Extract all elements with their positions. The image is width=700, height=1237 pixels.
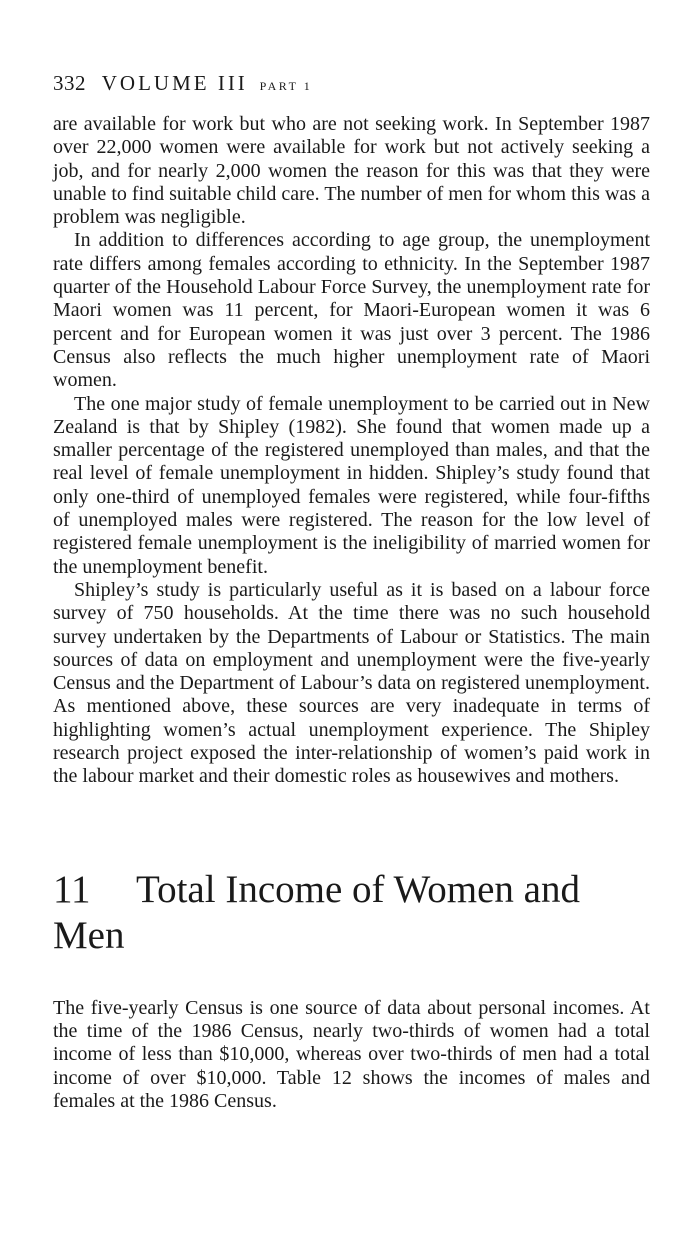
paragraph-census-income: The five-yearly Census is one source of data about personal incomes. At the time of the 1986 Census, nearly two-thirds of women had a total income of less than $10,000, whereas over two-thirds of men had a total income of over $10,000. Table 12 shows the incomes of males and females at the 1986 Census.: [53, 996, 650, 1112]
paragraph-shipley-study: The one major study of female unemployment to be carried out in New Zealand is that by Shipley (1982). She found that women made up a smaller percentage of the registered unemployed than males, and that the real level of female unemployment in hidden. Shipley’s study found that only one-third of unemployed females were registered, while four-fifths of unemployed males were registered. The reason for the low level of registered female unemployment is the ineligibility of married women for the unemployment benefit.: [53, 392, 650, 578]
running-header: [53, 70, 650, 99]
section-number: 11: [53, 867, 91, 911]
paragraph-continuation: are available for work but who are not seeking work. In September 1987 over 22,000 women were available for work but not actively seeking a job, and for nearly 2,000 women the reason for this was that they were unable to find suitable child care. The number of men for whom this was a problem was negligible.: [53, 113, 650, 229]
body-text-before: [53, 113, 650, 789]
paragraph-ethnicity: In addition to differences according to age group, the unemployment rate differs among females according to ethnicity. In the September 1987 quarter of the Household Labour Force Survey, the unemployment rate for Maori women was 11 percent, for Maori-European women it was 6 percent and for European women it was just over 3 percent. The 1986 Census also reflects the much higher unemployment rate of Maori women.: [53, 229, 650, 392]
body-text-after: [53, 997, 650, 1113]
section-heading: [53, 867, 650, 959]
paragraph-labour-survey: Shipley’s study is particularly useful as it is based on a labour force survey of 750 households. At the time there was no such household survey undertaken by the Departments of Labour or Statistics. The main sources of data on employment and unemployment were the five-yearly Census and the Department of Labour’s data on registered unemployment. As mentioned above, these sources are very inadequate in terms of highlighting women’s actual unemployment experience. The Shipley research project exposed the inter-relationship of women’s paid work in the labour market and their domestic roles as housewives and mothers.: [53, 578, 650, 788]
part-label: PART 1: [259, 79, 313, 93]
section-title: Total Income of Women and Men: [53, 867, 580, 957]
page-number: 332: [53, 71, 86, 95]
volume-label: VOLUME III: [101, 71, 248, 95]
